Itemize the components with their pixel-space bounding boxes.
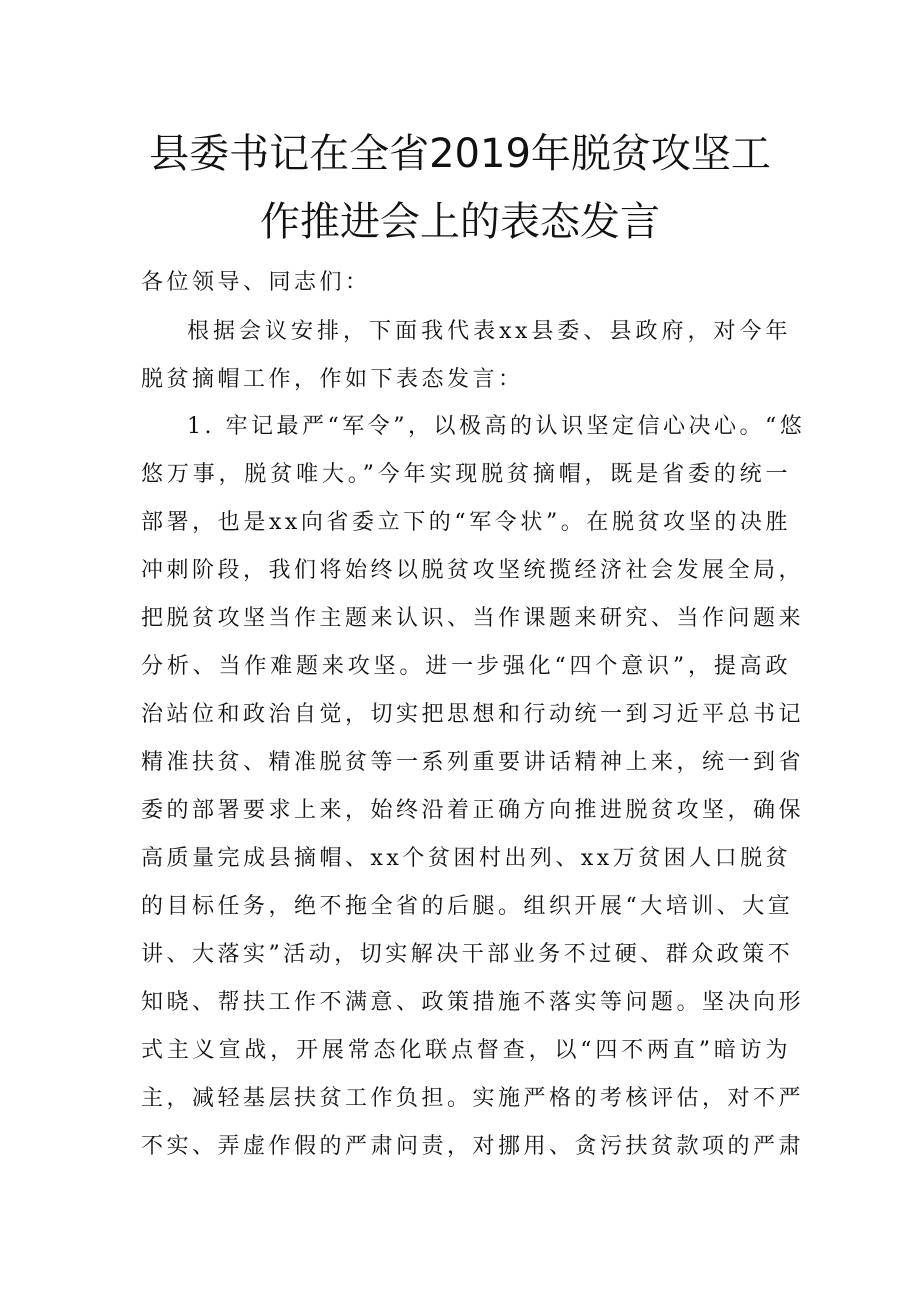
paragraph-2-line-6: 分析、当作难题来攻坚。进一步强化“四个意识”，提高政 xyxy=(141,654,791,679)
paragraph-2-line-10: 高质量完成县摘帽、xx个贫困村出列、xx万贫困人口脱贫 xyxy=(141,846,792,871)
paragraph-2-line-4: 冲刺阶段，我们将始终以脱贫攻坚统揽经济社会发展全局， xyxy=(141,558,805,583)
paragraph-2-line-11: 的目标任务，绝不拖全省的后腿。组织开展“大培训、大宣 xyxy=(141,894,794,919)
paragraph-2-line-2: 悠万事，脱贫唯大。”今年实现脱贫摘帽，既是省委的统一 xyxy=(141,462,791,487)
paragraph-2-line-12: 讲、大落实”活动，切实解决干部业务不过硬、群众政策不 xyxy=(141,942,794,967)
paragraph-2-line-5: 把脱贫攻坚当作主题来认识、当作课题来研究、当作问题来 xyxy=(141,606,805,631)
paragraph-2-line-7: 治站位和政治自觉，切实把思想和行动统一到习近平总书记 xyxy=(141,702,805,727)
paragraph-2-line-13: 知晓、帮扶工作不满意、政策措施不落实等问题。坚决向形 xyxy=(141,990,805,1015)
document-title-line-1: 县委书记在全省2019年脱贫攻坚工 xyxy=(149,131,771,177)
paragraph-2-line-9: 委的部署要求上来，始终沿着正确方向推进脱贫攻坚，确保 xyxy=(141,798,805,823)
salutation: 各位领导、同志们： xyxy=(141,270,371,295)
paragraph-2-line-16: 不实、弄虚作假的严肃问责，对挪用、贪污扶贫款项的严肃 xyxy=(141,1134,805,1159)
paragraph-1-line-1: 根据会议安排，下面我代表xx县委、县政府，对今年 xyxy=(187,319,791,344)
paragraph-2-line-1: 1. 牢记最严“军令”，以极高的认识坚定信心决心。“悠 xyxy=(187,414,806,439)
paragraph-1-line-2: 脱贫摘帽工作，作如下表态发言： xyxy=(141,367,524,392)
paragraph-2-line-15: 主，减轻基层扶贫工作负担。实施严格的考核评估，对不严 xyxy=(141,1086,805,1111)
paragraph-2-line-8: 精准扶贫、精准脱贫等一系列重要讲话精神上来，统一到省 xyxy=(141,750,805,775)
paragraph-2-line-3: 部署，也是xx向省委立下的“军令状”。在脱贫攻坚的决胜 xyxy=(141,510,791,535)
paragraph-2-line-14: 式主义宣战，开展常态化联点督查，以“四不两直”暗访为 xyxy=(141,1038,791,1063)
document-title-line-2: 作推进会上的表态发言 xyxy=(260,199,660,245)
